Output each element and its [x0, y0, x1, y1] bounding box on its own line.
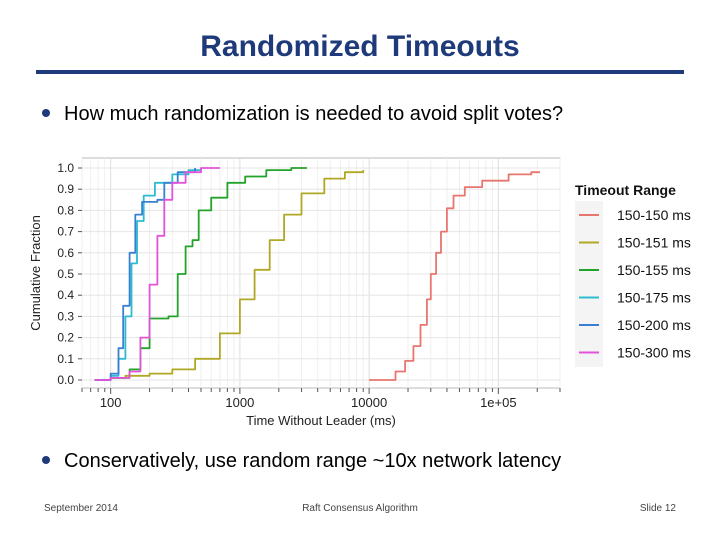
y-tick-label: 1.0 — [57, 161, 74, 175]
legend-label: 150-175 ms — [617, 289, 691, 306]
title-rule — [36, 70, 684, 74]
footer-title: Raft Consensus Algorithm — [302, 503, 418, 514]
y-axis-title: Cumulative Fraction — [28, 215, 43, 331]
legend-label: 150-150 ms — [617, 207, 691, 223]
y-tick-label: 0.0 — [57, 373, 74, 387]
bullet-2-text: Conservatively, use random range ~10x network latency — [64, 450, 562, 472]
slide-title: Randomized Timeouts — [200, 30, 520, 63]
legend-label: 150-155 ms — [617, 262, 691, 278]
legend-label: 150-300 ms — [617, 344, 691, 361]
y-tick-label: 0.7 — [57, 224, 74, 239]
y-tick-label: 0.5 — [57, 267, 74, 281]
y-tick-label: 0.6 — [57, 245, 74, 260]
x-tick-label: 1000 — [225, 395, 255, 410]
legend-label: 150-200 ms — [617, 317, 691, 333]
bullet-1-text: How much randomization is needed to avoid split votes? — [64, 103, 564, 125]
bullet-dot-icon — [42, 456, 50, 464]
legend-key-column — [575, 201, 603, 367]
y-tick-label: 0.8 — [57, 203, 74, 218]
x-tick-label: 10000 — [351, 395, 388, 410]
footer-date: September 2014 — [44, 503, 118, 514]
x-tick-label: 1e+05 — [480, 395, 517, 410]
x-axis-title: Time Without Leader (ms) — [246, 413, 396, 428]
x-tick-label: 100 — [99, 395, 122, 410]
legend-label: 150-151 ms — [617, 234, 691, 251]
legend-title: Timeout Range — [575, 182, 676, 198]
footer-slide-number: Slide 12 — [639, 503, 676, 514]
y-tick-label: 0.3 — [57, 309, 74, 324]
y-tick-label: 0.1 — [57, 351, 74, 366]
bullet-dot-icon — [42, 109, 50, 117]
cdf-chart — [20, 148, 700, 438]
bullet-1 — [42, 103, 563, 126]
y-tick-label: 0.2 — [57, 330, 74, 345]
y-tick-label: 0.4 — [57, 288, 74, 303]
y-tick-label: 0.9 — [57, 182, 74, 197]
bullet-2 — [42, 450, 561, 473]
